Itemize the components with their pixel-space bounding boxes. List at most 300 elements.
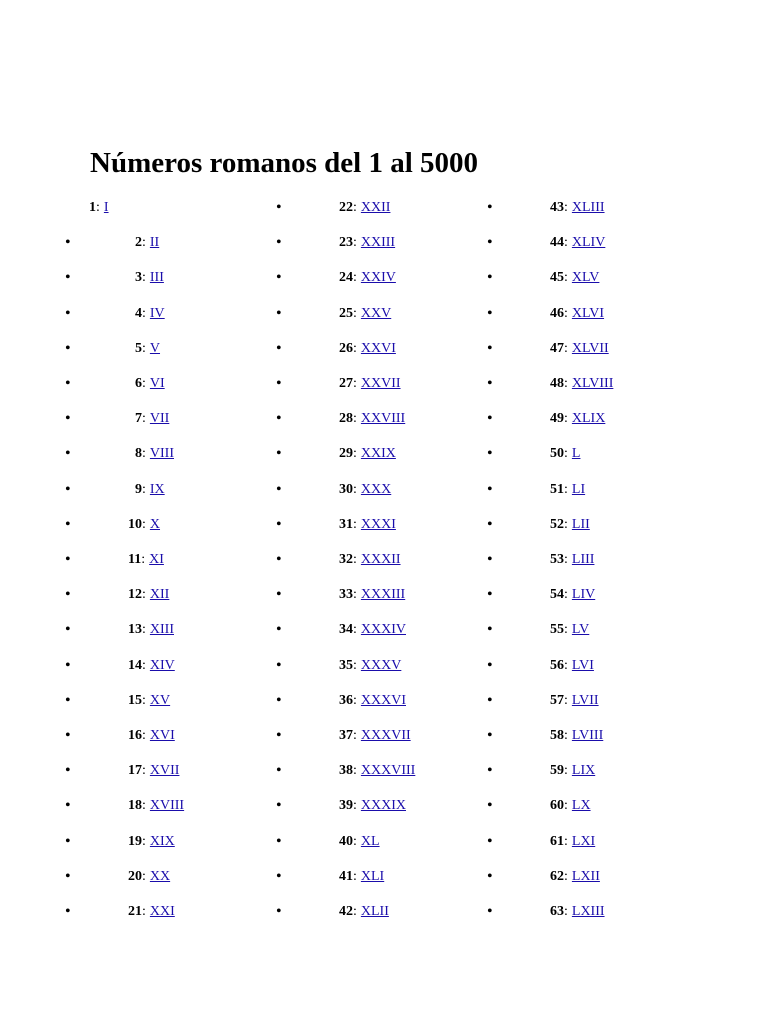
roman-numeral-link[interactable]: IV bbox=[149, 305, 165, 321]
bullet-icon: • bbox=[276, 515, 282, 533]
arabic-number: 44 bbox=[550, 235, 564, 251]
bullet-icon: • bbox=[276, 867, 282, 885]
bullet-icon: • bbox=[65, 410, 71, 428]
numeral-entry bbox=[339, 612, 406, 647]
separator: : bbox=[142, 868, 146, 884]
numeral-entry bbox=[339, 436, 396, 471]
roman-numeral-link[interactable]: XVIII bbox=[149, 798, 185, 814]
roman-numeral-link[interactable]: LXII bbox=[571, 868, 600, 884]
list-item bbox=[487, 648, 707, 683]
list-item bbox=[65, 366, 285, 401]
roman-numeral-link[interactable]: IX bbox=[149, 481, 165, 497]
roman-numeral-link[interactable]: XLIV bbox=[571, 235, 606, 251]
separator: : bbox=[142, 798, 146, 814]
list-item bbox=[65, 225, 285, 260]
separator: : bbox=[142, 411, 146, 427]
separator: : bbox=[142, 376, 146, 391]
separator: : bbox=[353, 305, 357, 321]
roman-numeral-link[interactable]: XXIX bbox=[360, 446, 396, 462]
separator: : bbox=[353, 868, 357, 884]
bullet-icon: • bbox=[276, 480, 282, 498]
numeral-entry bbox=[135, 472, 165, 507]
arabic-number: 12 bbox=[128, 587, 142, 603]
list-item bbox=[65, 859, 285, 894]
roman-numeral-link[interactable]: XLVIII bbox=[571, 376, 614, 391]
separator: : bbox=[353, 798, 357, 814]
list-item bbox=[65, 260, 285, 295]
list-item bbox=[487, 366, 707, 401]
list-item bbox=[65, 648, 285, 683]
numeral-entry bbox=[550, 788, 591, 823]
list-item bbox=[487, 436, 707, 471]
numeral-entry bbox=[128, 507, 160, 542]
numeral-entry bbox=[128, 788, 184, 823]
roman-numeral-link[interactable]: LX bbox=[571, 798, 591, 814]
numeral-entry bbox=[339, 753, 415, 788]
separator: : bbox=[564, 200, 568, 215]
bullet-icon: • bbox=[487, 269, 493, 287]
list-item bbox=[65, 577, 285, 612]
arabic-number: 16 bbox=[128, 728, 142, 743]
arabic-number: 24 bbox=[339, 270, 353, 286]
arabic-number: 40 bbox=[339, 833, 353, 849]
arabic-number: 53 bbox=[550, 552, 564, 567]
separator: : bbox=[142, 657, 146, 673]
numeral-entry bbox=[550, 366, 613, 401]
numeral-entry bbox=[135, 436, 174, 471]
separator: : bbox=[142, 446, 146, 462]
numeral-entry bbox=[339, 577, 405, 612]
roman-numeral-link[interactable]: XXVII bbox=[360, 376, 401, 391]
list-item bbox=[276, 190, 496, 225]
list-item bbox=[276, 401, 496, 436]
list-item bbox=[487, 542, 707, 577]
roman-numeral-link[interactable]: XIV bbox=[149, 657, 175, 673]
roman-numeral-link[interactable]: XXVI bbox=[360, 340, 396, 356]
bullet-icon: • bbox=[276, 234, 282, 252]
bullet-icon: • bbox=[276, 762, 282, 780]
list-item bbox=[487, 718, 707, 753]
separator: : bbox=[564, 728, 568, 743]
roman-numeral-link[interactable]: V bbox=[149, 340, 161, 356]
separator: : bbox=[564, 692, 568, 708]
roman-numeral-link[interactable]: XLIII bbox=[571, 200, 605, 215]
bullet-icon: • bbox=[487, 797, 493, 815]
separator: : bbox=[564, 657, 568, 673]
arabic-number: 13 bbox=[128, 622, 142, 638]
separator: : bbox=[353, 516, 357, 532]
numeral-entry bbox=[128, 718, 175, 753]
roman-numeral-link[interactable]: LV bbox=[571, 622, 590, 638]
numeral-entry bbox=[128, 648, 175, 683]
arabic-number: 34 bbox=[339, 622, 353, 638]
arabic-number: 15 bbox=[128, 692, 142, 708]
roman-numeral-link[interactable]: LVIII bbox=[571, 728, 604, 743]
roman-numeral-link[interactable]: III bbox=[149, 270, 164, 286]
numeral-entry bbox=[339, 190, 390, 225]
numeral-entry bbox=[550, 436, 580, 471]
list-item bbox=[487, 401, 707, 436]
list-item bbox=[487, 894, 707, 929]
list-item bbox=[276, 788, 496, 823]
bullet-icon: • bbox=[487, 762, 493, 780]
separator: : bbox=[353, 587, 357, 603]
numeral-entry bbox=[339, 296, 391, 331]
arabic-number: 14 bbox=[128, 657, 142, 673]
arabic-number: 47 bbox=[550, 340, 564, 356]
roman-numeral-link[interactable]: LVI bbox=[571, 657, 594, 673]
arabic-number: 52 bbox=[550, 516, 564, 532]
numeral-entry bbox=[135, 331, 160, 366]
list-item bbox=[487, 683, 707, 718]
arabic-number: 4 bbox=[135, 305, 142, 321]
list-item bbox=[276, 507, 496, 542]
list-item bbox=[276, 753, 496, 788]
roman-numeral-link[interactable]: LIII bbox=[571, 552, 595, 567]
numeral-entry bbox=[550, 331, 609, 366]
separator: : bbox=[142, 516, 146, 532]
list-item bbox=[65, 753, 285, 788]
arabic-number: 59 bbox=[550, 763, 564, 779]
numeral-entry bbox=[135, 366, 165, 401]
bullet-icon: • bbox=[487, 867, 493, 885]
roman-numeral-link[interactable]: XLVII bbox=[571, 340, 609, 356]
roman-numeral-link[interactable]: XXI bbox=[149, 904, 175, 919]
bullet-icon: • bbox=[487, 375, 493, 392]
numeral-entry bbox=[339, 894, 389, 929]
numeral-column-1 bbox=[65, 190, 295, 930]
list-item bbox=[276, 225, 496, 260]
numeral-entry bbox=[135, 260, 164, 295]
numeral-entry bbox=[339, 401, 405, 436]
arabic-number: 43 bbox=[550, 200, 564, 215]
bullet-icon: • bbox=[276, 375, 282, 392]
numeral-entry bbox=[339, 718, 411, 753]
list-item bbox=[487, 753, 707, 788]
numeral-entry bbox=[89, 190, 109, 225]
bullet-icon: • bbox=[65, 586, 71, 604]
bullet-icon: • bbox=[65, 867, 71, 885]
roman-numeral-link[interactable]: XII bbox=[149, 587, 170, 603]
numeral-entry bbox=[128, 824, 175, 859]
arabic-number: 28 bbox=[339, 411, 353, 427]
separator: : bbox=[564, 516, 568, 532]
separator: : bbox=[564, 340, 568, 356]
list-item bbox=[65, 542, 285, 577]
bullet-icon: • bbox=[487, 586, 493, 604]
list-item bbox=[65, 683, 285, 718]
bullet-icon: • bbox=[487, 903, 493, 920]
bullet-icon: • bbox=[276, 304, 282, 322]
roman-numeral-link[interactable]: XX bbox=[149, 868, 171, 884]
separator: : bbox=[564, 868, 568, 884]
arabic-number: 3 bbox=[135, 270, 142, 286]
list-item bbox=[65, 436, 285, 471]
bullet-icon: • bbox=[65, 480, 71, 498]
arabic-number: 62 bbox=[550, 868, 564, 884]
roman-numeral-link[interactable]: LXIII bbox=[571, 904, 605, 919]
separator: : bbox=[142, 270, 146, 286]
numeral-entry bbox=[550, 612, 589, 647]
separator: : bbox=[353, 763, 357, 779]
bullet-icon: • bbox=[65, 375, 71, 392]
numeral-entry bbox=[550, 577, 595, 612]
roman-numeral-link[interactable]: LIX bbox=[571, 763, 596, 779]
roman-numeral-link[interactable]: XV bbox=[149, 692, 171, 708]
arabic-number: 42 bbox=[339, 904, 353, 919]
numeral-entry bbox=[339, 331, 396, 366]
roman-numeral-link[interactable]: XXII bbox=[360, 200, 391, 215]
numeral-entry bbox=[135, 225, 159, 260]
arabic-number: 37 bbox=[339, 728, 353, 743]
arabic-number: 17 bbox=[128, 763, 142, 779]
separator: : bbox=[142, 587, 146, 603]
roman-numeral-link[interactable]: XLII bbox=[360, 904, 389, 919]
arabic-number: 7 bbox=[135, 411, 142, 427]
arabic-number: 19 bbox=[128, 833, 142, 849]
arabic-number: 58 bbox=[550, 728, 564, 743]
bullet-icon: • bbox=[487, 691, 493, 709]
roman-numeral-link[interactable]: XXXI bbox=[360, 516, 396, 532]
list-item bbox=[276, 296, 496, 331]
arabic-number: 51 bbox=[550, 481, 564, 497]
arabic-number: 56 bbox=[550, 657, 564, 673]
bullet-icon: • bbox=[487, 656, 493, 674]
arabic-number: 22 bbox=[339, 200, 353, 215]
roman-numeral-link[interactable]: I bbox=[103, 200, 109, 215]
separator: : bbox=[353, 622, 357, 638]
roman-numeral-link[interactable]: X bbox=[149, 516, 161, 532]
numeral-entry bbox=[339, 507, 396, 542]
separator: : bbox=[142, 692, 146, 708]
numeral-entry bbox=[339, 542, 401, 577]
list-item bbox=[65, 788, 285, 823]
arabic-number: 57 bbox=[550, 692, 564, 708]
bullet-icon: • bbox=[276, 903, 282, 920]
list-item bbox=[276, 472, 496, 507]
separator: : bbox=[353, 657, 357, 673]
bullet-icon: • bbox=[65, 234, 71, 252]
bullet-icon: • bbox=[65, 339, 71, 357]
numeral-entry bbox=[135, 296, 165, 331]
numeral-entry bbox=[339, 260, 396, 295]
roman-numeral-link[interactable]: XL bbox=[360, 833, 380, 849]
roman-numeral-link[interactable]: XXXIX bbox=[360, 798, 406, 814]
numeral-entry bbox=[128, 577, 169, 612]
arabic-number: 50 bbox=[550, 446, 564, 462]
bullet-icon: • bbox=[487, 551, 493, 568]
list-item bbox=[276, 331, 496, 366]
numeral-entry bbox=[128, 683, 170, 718]
separator: : bbox=[142, 833, 146, 849]
bullet-icon: • bbox=[276, 410, 282, 428]
list-item bbox=[65, 612, 285, 647]
separator: : bbox=[142, 728, 146, 743]
bullet-icon: • bbox=[487, 515, 493, 533]
separator: : bbox=[142, 235, 146, 251]
numeral-entry bbox=[550, 648, 594, 683]
roman-numeral-link[interactable]: XXX bbox=[360, 481, 392, 497]
roman-numeral-link[interactable]: XXIII bbox=[360, 235, 396, 251]
roman-numeral-link[interactable]: LII bbox=[571, 516, 590, 532]
list-item bbox=[487, 577, 707, 612]
arabic-number: 33 bbox=[339, 587, 353, 603]
bullet-icon: • bbox=[276, 269, 282, 287]
list-item bbox=[276, 824, 496, 859]
list-item bbox=[65, 401, 285, 436]
roman-numeral-link[interactable]: XVII bbox=[149, 763, 180, 779]
separator: : bbox=[353, 446, 357, 462]
separator: : bbox=[564, 587, 568, 603]
bullet-icon: • bbox=[65, 797, 71, 815]
roman-numeral-link[interactable]: XXXVIII bbox=[360, 763, 416, 779]
bullet-icon: • bbox=[276, 199, 282, 216]
numeral-entry bbox=[550, 542, 594, 577]
bullet-icon: • bbox=[65, 269, 71, 287]
arabic-number: 63 bbox=[550, 904, 564, 919]
roman-numeral-link[interactable]: XXXII bbox=[360, 552, 401, 567]
list-item bbox=[487, 331, 707, 366]
bullet-icon: • bbox=[487, 480, 493, 498]
bullet-icon: • bbox=[487, 832, 493, 850]
roman-numeral-link[interactable]: XXXV bbox=[360, 657, 402, 673]
bullet-icon: • bbox=[65, 691, 71, 709]
separator: : bbox=[564, 833, 568, 849]
arabic-number: 23 bbox=[339, 235, 353, 251]
separator: : bbox=[141, 552, 146, 567]
arabic-number: 55 bbox=[550, 622, 564, 638]
list-item bbox=[65, 331, 285, 366]
bullet-icon: • bbox=[65, 832, 71, 850]
arabic-number: 25 bbox=[339, 305, 353, 321]
list-item bbox=[65, 718, 285, 753]
numeral-entry bbox=[128, 894, 175, 929]
roman-numeral-link[interactable]: VII bbox=[149, 411, 170, 427]
list-item bbox=[487, 225, 707, 260]
separator: : bbox=[564, 446, 568, 462]
arabic-number: 5 bbox=[135, 340, 142, 356]
bullet-icon: • bbox=[276, 339, 282, 357]
bullet-icon: • bbox=[276, 691, 282, 709]
numeral-entry bbox=[550, 683, 599, 718]
list-item bbox=[276, 366, 496, 401]
separator: : bbox=[353, 340, 357, 356]
bullet-icon: • bbox=[65, 727, 71, 744]
roman-numeral-link[interactable]: LVII bbox=[571, 692, 599, 708]
roman-numeral-link[interactable]: II bbox=[149, 235, 160, 251]
separator: : bbox=[564, 270, 568, 286]
roman-numeral-link[interactable]: XLV bbox=[571, 270, 600, 286]
list-item bbox=[487, 507, 707, 542]
roman-numeral-link[interactable]: XXXVII bbox=[360, 728, 411, 743]
list-item bbox=[487, 612, 707, 647]
separator: : bbox=[564, 904, 568, 919]
arabic-number: 48 bbox=[550, 376, 564, 391]
roman-numeral-link[interactable]: XXXIV bbox=[360, 622, 406, 638]
roman-numeral-link[interactable]: XLI bbox=[360, 868, 385, 884]
roman-numeral-link[interactable]: XXXVI bbox=[360, 692, 406, 708]
arabic-number: 6 bbox=[135, 376, 142, 391]
numeral-entry bbox=[550, 472, 585, 507]
list-item bbox=[487, 824, 707, 859]
separator: : bbox=[353, 235, 357, 251]
numeral-entry bbox=[128, 753, 179, 788]
roman-numeral-link[interactable]: XXXIII bbox=[360, 587, 406, 603]
arabic-number: 9 bbox=[135, 481, 142, 497]
bullet-icon: • bbox=[276, 551, 282, 568]
list-item bbox=[276, 260, 496, 295]
arabic-number: 36 bbox=[339, 692, 353, 708]
arabic-number: 54 bbox=[550, 587, 564, 603]
arabic-number: 35 bbox=[339, 657, 353, 673]
separator: : bbox=[564, 376, 568, 391]
bullet-icon: • bbox=[276, 656, 282, 674]
bullet-icon: • bbox=[487, 339, 493, 357]
roman-numeral-link[interactable]: XVI bbox=[149, 728, 175, 743]
arabic-number: 38 bbox=[339, 763, 353, 779]
list-item bbox=[65, 296, 285, 331]
separator: : bbox=[142, 622, 146, 638]
roman-numeral-link[interactable]: XI bbox=[149, 552, 164, 567]
separator: : bbox=[564, 622, 568, 638]
arabic-number: 31 bbox=[339, 516, 353, 532]
roman-numeral-link[interactable]: LI bbox=[571, 481, 586, 497]
roman-numeral-link[interactable]: XXVIII bbox=[360, 411, 406, 427]
numeral-entry bbox=[128, 542, 164, 577]
roman-numeral-link[interactable]: XIII bbox=[149, 622, 174, 638]
bullet-icon: • bbox=[65, 903, 71, 920]
arabic-number: 20 bbox=[128, 868, 142, 884]
separator: : bbox=[353, 904, 357, 919]
bullet-icon: • bbox=[65, 445, 71, 463]
separator: : bbox=[142, 340, 146, 356]
roman-numeral-link[interactable]: XIX bbox=[149, 833, 175, 849]
roman-numeral-link[interactable]: LXI bbox=[571, 833, 596, 849]
arabic-number: 10 bbox=[128, 516, 142, 532]
numeral-entry bbox=[550, 260, 599, 295]
separator: : bbox=[142, 904, 146, 919]
roman-numeral-link[interactable]: LIV bbox=[571, 587, 596, 603]
bullet-icon: • bbox=[65, 515, 71, 533]
roman-numeral-link[interactable]: VI bbox=[149, 376, 165, 391]
numeral-entry bbox=[339, 683, 406, 718]
bullet-icon: • bbox=[276, 445, 282, 463]
roman-numeral-link[interactable]: L bbox=[571, 446, 581, 462]
roman-numeral-link[interactable]: VIII bbox=[149, 446, 174, 462]
bullet-icon: • bbox=[487, 727, 493, 744]
bullet-icon: • bbox=[276, 797, 282, 815]
arabic-number: 18 bbox=[128, 798, 142, 814]
roman-numeral-link[interactable]: XXV bbox=[360, 305, 392, 321]
separator: : bbox=[353, 692, 357, 708]
roman-numeral-link[interactable]: XLVI bbox=[571, 305, 605, 321]
page-title: Números romanos del 1 al 5000 bbox=[90, 147, 479, 179]
numeral-entry bbox=[550, 753, 595, 788]
list-item bbox=[276, 436, 496, 471]
roman-numeral-link[interactable]: XLIX bbox=[571, 411, 606, 427]
numeral-entry bbox=[550, 824, 595, 859]
arabic-number: 1 bbox=[89, 200, 96, 215]
bullet-icon: • bbox=[65, 762, 71, 780]
numeral-entry bbox=[550, 507, 590, 542]
arabic-number: 61 bbox=[550, 833, 564, 849]
bullet-icon: • bbox=[276, 727, 282, 744]
separator: : bbox=[564, 798, 568, 814]
separator: : bbox=[353, 200, 357, 215]
bullet-icon: • bbox=[487, 445, 493, 463]
roman-numeral-link[interactable]: XXIV bbox=[360, 270, 396, 286]
arabic-number: 21 bbox=[128, 904, 142, 919]
